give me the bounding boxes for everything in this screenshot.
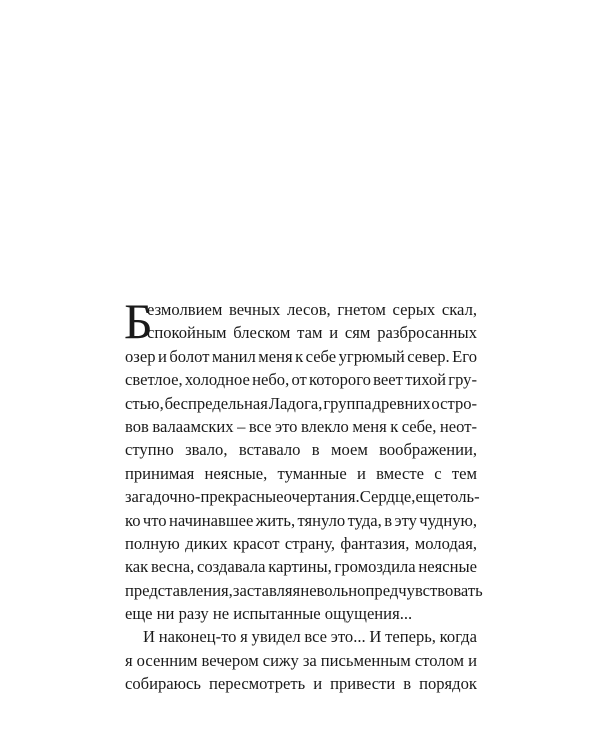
text-line: загадочно-прекрасные очертания. Сердце, еще толь- xyxy=(125,487,480,507)
text-line: ко что начинавшее жить, тянуло туда, в эту чудную, xyxy=(125,510,478,530)
text-line: принимая неясные, туманные и вместе с тем xyxy=(125,463,477,483)
text-line: озер и болот манил меня к себе угрюмый север. Его xyxy=(125,346,477,366)
text-line: И наконец-то я увидел все это... И теперь, когда xyxy=(143,627,477,647)
text-line: спокойным блеском там и сям разбросанных xyxy=(147,323,477,343)
text-line: как весна, создавала картины, громоздила неясные xyxy=(125,557,477,577)
text-line: езмолвием вечных лесов, гнетом серых скал, xyxy=(147,300,477,319)
text-line: я осенним вечером сижу за письменным столом и xyxy=(125,650,477,670)
drop-cap-letter: Б xyxy=(124,293,153,349)
body-text xyxy=(124,293,483,696)
text-line: полную диких красот страну, фантазия, молодая, xyxy=(125,533,477,553)
text-line: представления, заставляя невольно предчувствовать xyxy=(125,580,483,600)
text-line: вов валаамских – все это влекло меня к себе, неот- xyxy=(125,416,477,436)
text-line: собираюсь пересмотреть и привести в порядок xyxy=(125,674,477,694)
text-line: ступно звало, вставало в моем воображении, xyxy=(125,440,477,460)
text-line: еще ни разу не испытанные ощущения... xyxy=(125,604,413,624)
text-line: светлое, холодное небо, от которого веет тихой гру- xyxy=(125,370,477,390)
text-line: стью, беспредельная Ладога, группа древних остро- xyxy=(125,393,478,413)
